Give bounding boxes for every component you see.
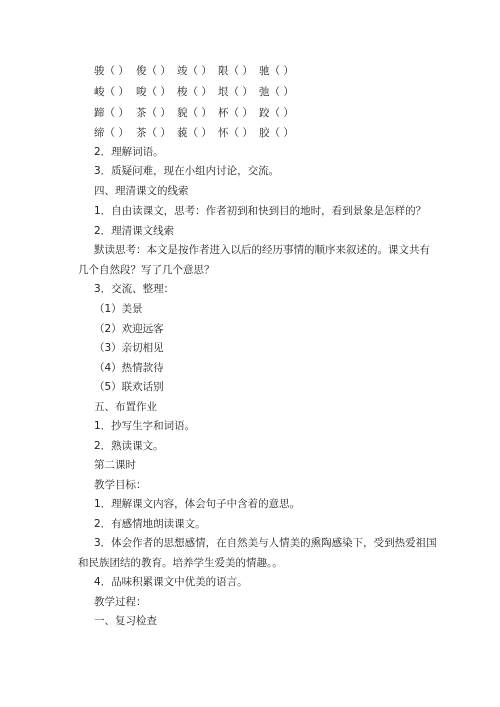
char-item: 垠（ ） (218, 86, 253, 98)
section-heading: 第二课时 (94, 459, 136, 471)
char-item: 骏（ ） (94, 65, 129, 77)
char-item: 貌（ ） (177, 107, 212, 119)
char-row (94, 126, 314, 140)
char-item: 缔（ ） (94, 127, 129, 139)
section-heading: 四、理清课文的线索 (94, 185, 189, 197)
paragraph-line: 几个自然段？写了几个意思？ (78, 264, 215, 276)
char-item: 驰（ ） (259, 65, 294, 77)
section-heading: 教学目标： (94, 479, 147, 491)
char-item: 藐（ ） (177, 127, 212, 139)
list-item: 3．交流、整理： (94, 283, 175, 295)
list-item: 1．理解课文内容，体会句子中含着的意思。 (94, 498, 301, 510)
list-item: （5）联欢话别 (94, 381, 164, 393)
char-item: 蹄（ ） (94, 107, 129, 119)
char-item: 怀（ ） (218, 127, 253, 139)
char-item: 胶（ ） (259, 127, 294, 139)
char-item: 茶（ ） (136, 127, 171, 139)
char-item: 峻（ ） (94, 86, 129, 98)
list-item: 1．自由读课文，思考：作者初到和快到目的地时，看到景象是怎样的？ (94, 205, 427, 217)
paragraph-line: 3．体会作者的思想感情，在自然美与人情美的熏陶感染下，受到热爱祖国 (94, 537, 437, 549)
section-heading: 一、复习检查 (94, 615, 157, 627)
char-item: 限（ ） (218, 65, 253, 77)
paragraph-line: 和民族团结的教育。培养学生爱美的情趣。。 (78, 557, 283, 569)
list-item: （2）欢迎远客 (94, 323, 164, 335)
list-item: 4．品味积累课文中优美的语言。 (94, 576, 248, 588)
char-row (94, 85, 314, 99)
char-item: 竣（ ） (177, 65, 212, 77)
paragraph-line: 默读思考：本文是按作者进入以后的经历事情的顺序来叙述的。课文共有 (94, 244, 430, 256)
list-item: 2．理清课文线索 (94, 225, 175, 237)
list-item: 2．有感情地朗读课文。 (94, 518, 206, 530)
list-item: 3．质疑问难，现在小组内讨论，交流。 (94, 165, 280, 177)
char-item: 俊（ ） (136, 65, 171, 77)
char-row (94, 106, 314, 120)
list-item: （4）热情款待 (94, 362, 164, 374)
char-item: 梭（ ） (177, 86, 212, 98)
char-item: 弛（ ） (259, 86, 294, 98)
char-item: 杯（ ） (218, 107, 253, 119)
list-item: 2．理解词语。 (94, 146, 164, 158)
char-item: 跤（ ） (259, 107, 294, 119)
char-row (94, 64, 314, 78)
list-item: （3）亲切相见 (94, 342, 164, 354)
list-item: 2．熟读课文。 (94, 440, 164, 452)
section-heading: 教学过程： (94, 596, 147, 608)
list-item: （1）美景 (94, 303, 143, 315)
char-item: 茶（ ） (136, 107, 171, 119)
section-heading: 五、布置作业 (94, 401, 157, 413)
char-item: 唆（ ） (136, 86, 171, 98)
list-item: 1．抄写生字和词语。 (94, 420, 196, 432)
